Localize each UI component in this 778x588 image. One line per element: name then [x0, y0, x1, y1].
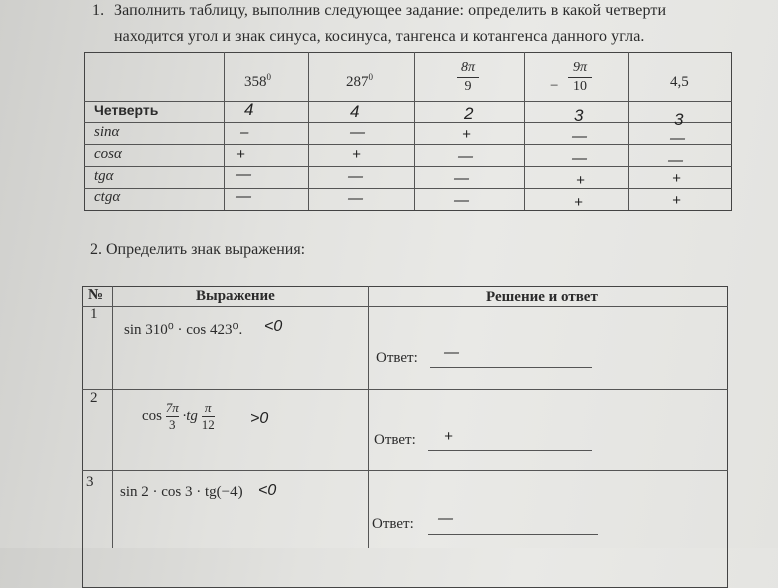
quarter-value: 4	[350, 102, 360, 121]
row-number: 2	[90, 390, 98, 406]
sign-value: —	[572, 128, 587, 145]
answer-value: —	[444, 344, 459, 361]
sign-value: —	[454, 192, 469, 209]
task1-line2: находится угол и знак синуса, косинуса, тангенса и котангенса данного угла.	[114, 28, 645, 45]
answer-value: +	[444, 428, 453, 445]
sign-value: —	[348, 168, 363, 185]
expression-3: sin 2 · cos 3 · tg(−4)	[120, 484, 243, 500]
row-label-ctg: ctgα	[94, 189, 121, 205]
angle-358: $358^0$	[244, 72, 271, 90]
angle-minus-sign: −	[550, 78, 559, 94]
expression-2: $\cos \frac{7\pi}{3} \cdot tg \frac{\pi}{12}$	[142, 400, 215, 432]
sign-value: —	[670, 130, 685, 147]
row-label-tg: tgα	[94, 168, 114, 184]
sign-value: +	[672, 192, 681, 209]
quarter-value: 2	[464, 104, 474, 123]
quarter-sign-table	[84, 52, 734, 212]
row-number: 3	[86, 474, 94, 490]
sign-value: +	[462, 126, 471, 143]
expression-1: sin 310⁰ · cos 423⁰.	[124, 322, 243, 338]
row-label-cos: cosα	[94, 146, 122, 162]
row-number: 1	[90, 306, 98, 322]
sign-value: +	[574, 194, 583, 211]
handwritten-answer: >0	[250, 410, 269, 427]
angle-4-5: 4,5	[670, 74, 689, 90]
answer-label: Ответ:	[374, 432, 416, 448]
header-expression: Выражение	[196, 288, 275, 304]
answer-label: Ответ:	[376, 350, 418, 366]
angle-287: $287^0$	[346, 72, 373, 90]
answer-label: Ответ:	[372, 516, 414, 532]
quarter-value: 4	[244, 100, 254, 119]
angle-9pi-10: 9π 10	[568, 60, 592, 95]
sign-value: —	[350, 124, 365, 141]
sign-value: —	[236, 166, 251, 183]
handwritten-answer: <0	[258, 482, 277, 499]
row-label-quarter: Четверть	[94, 102, 159, 118]
sign-value: –	[240, 124, 249, 141]
angle-8pi-9: 8π 9	[457, 60, 479, 95]
sign-value: +	[672, 170, 681, 187]
task1-line1: Заполнить таблицу, выполнив следующее задание: определить в какой четверти	[114, 2, 667, 19]
header-solution: Решение и ответ	[486, 289, 598, 305]
expression-table	[82, 286, 728, 548]
task2-heading: 2. Определить знак выражения:	[90, 241, 306, 258]
answer-value: —	[438, 510, 453, 527]
sign-value: —	[236, 188, 251, 205]
sign-value: +	[576, 172, 585, 189]
sign-value: —	[668, 152, 683, 169]
header-number: №	[88, 287, 104, 303]
row-label-sin: sinα	[94, 124, 120, 140]
sign-value: —	[572, 150, 587, 167]
sign-value: +	[236, 146, 245, 163]
quarter-value: 3	[674, 110, 684, 129]
handwritten-answer: <0	[264, 318, 283, 335]
sign-value: —	[348, 190, 363, 207]
sign-value: +	[352, 146, 361, 163]
quarter-value: 3	[574, 106, 584, 125]
sign-value: —	[458, 148, 473, 165]
task1-number: 1.	[92, 2, 105, 19]
sign-value: —	[454, 170, 469, 187]
